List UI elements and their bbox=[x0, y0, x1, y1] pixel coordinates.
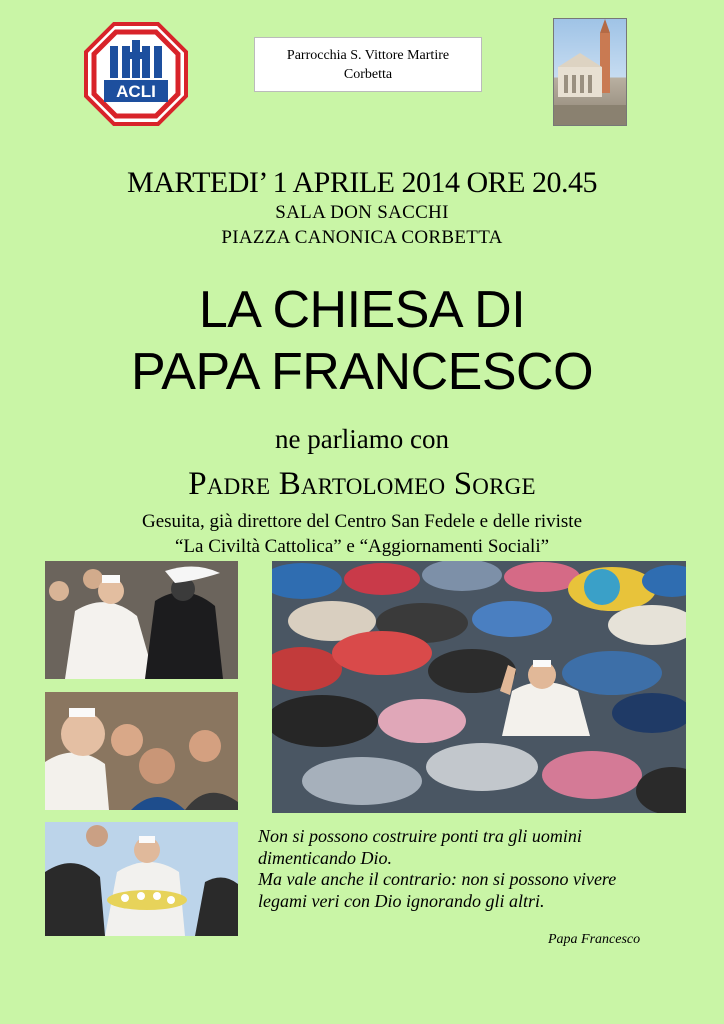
pope-dove-photo bbox=[45, 561, 238, 679]
main-title-line2: PAPA FRANCESCO bbox=[130, 343, 594, 401]
church-photo bbox=[553, 18, 627, 126]
pope-quote bbox=[258, 826, 690, 912]
parish-town: Corbetta bbox=[343, 67, 393, 82]
pope-umbrellas-crowd-photo bbox=[272, 561, 686, 813]
venue-address: PIAZZA CANONICA CORBETTA bbox=[221, 227, 503, 248]
speaker-description-line1: Gesuita, già direttore del Centro San Fedele e delle riviste bbox=[141, 511, 583, 532]
svg-text:ACLI: ACLI bbox=[116, 82, 156, 101]
acli-logo bbox=[84, 22, 188, 126]
main-title-line1: LA CHIESA DI bbox=[198, 281, 526, 339]
quote-line: Non si possono costruire ponti tra gli uomini bbox=[258, 826, 582, 846]
parish-label bbox=[254, 37, 482, 92]
speaker-name: Padre Bartolomeo Sorge bbox=[188, 466, 536, 502]
speaker-description-line2: “La Civiltà Cattolica” e “Aggiornamenti Sociali” bbox=[174, 536, 550, 557]
pope-youth-selfie-photo bbox=[45, 692, 238, 810]
event-date-time: MARTEDI’ 1 APRILE 2014 ORE 20.45 bbox=[127, 166, 597, 199]
quote-author: Papa Francesco bbox=[548, 932, 641, 947]
pope-flowers-photo bbox=[45, 822, 238, 936]
quote-line: Ma vale anche il contrario: non si possono vivere bbox=[258, 869, 617, 889]
quote-line: dimenticando Dio. bbox=[258, 847, 392, 868]
venue-name: SALA DON SACCHI bbox=[275, 202, 449, 223]
quote-line: legami veri con Dio ignorando gli altri. bbox=[258, 890, 545, 911]
speaker-intro: ne parliamo con bbox=[275, 424, 449, 454]
parish-name: Parrocchia S. Vittore Martire bbox=[286, 48, 450, 63]
